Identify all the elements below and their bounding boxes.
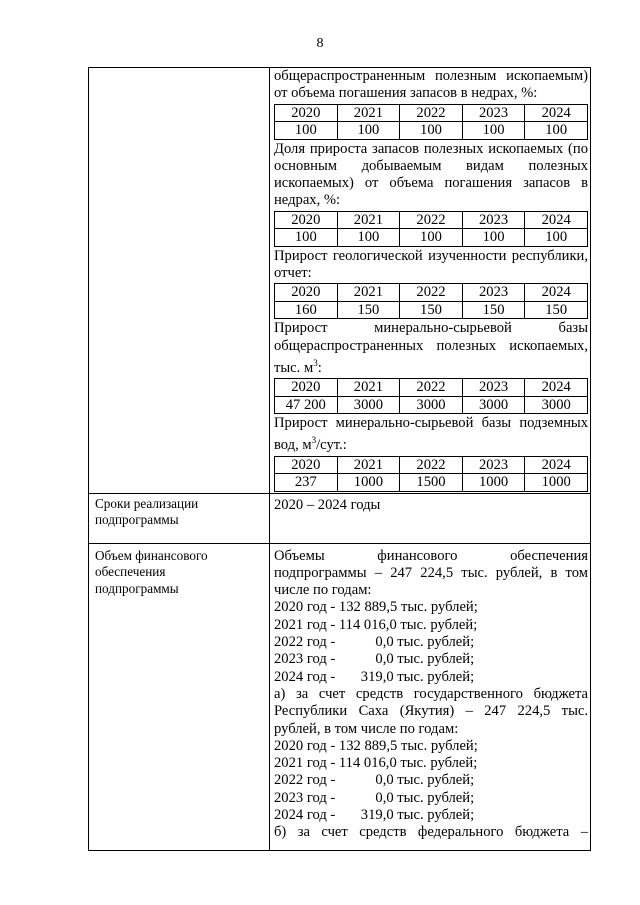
passport-table (88, 67, 591, 851)
year-cell: 2024 (525, 284, 588, 302)
funding-label-cell (89, 543, 270, 850)
value-cell: 100 (337, 122, 400, 140)
text-line: б) за счет средств федерального бюджета – (274, 824, 588, 841)
text-line: отчет: (274, 265, 312, 282)
year-table (274, 378, 588, 414)
label-line: подпрограммы (95, 512, 179, 528)
year-cell: 2020 (275, 379, 338, 397)
text-line (274, 432, 588, 454)
term-row (89, 493, 591, 543)
value-cell: 100 (337, 229, 400, 247)
year-amount-line: 2021 год - 114 016,0 тыс. рублей; (274, 616, 478, 633)
year-amount-line: 2021 год - 114 016,0 тыс. рублей; (274, 755, 478, 772)
value-cell: 100 (525, 229, 588, 247)
value-cell: 47 200 (275, 396, 338, 414)
term-value: 2020 – 2024 годы (274, 496, 381, 513)
funding-row (89, 543, 591, 850)
label-line: Сроки реализации (95, 495, 199, 511)
year-cell: 2021 (337, 211, 400, 229)
value-cell: 1000 (462, 474, 525, 492)
text-line: Доля прироста запасов полезных ископаемых (по (274, 140, 588, 157)
unit-superscript: 3 (313, 357, 318, 368)
label-line: Объем финансового (95, 547, 208, 563)
text-line: Прирост минерально-сырьевой базы подземных (274, 415, 588, 432)
text-line: а) за счет средств государственного бюджета (274, 685, 588, 702)
unit-superscript: 3 (311, 435, 317, 446)
value-cell: 3000 (525, 396, 588, 414)
year-cell: 2022 (400, 379, 463, 397)
value-cell: 150 (462, 301, 525, 319)
value-row (275, 474, 588, 492)
unit-suffix: /сут.: (316, 437, 347, 454)
term-value-cell (270, 493, 591, 543)
text-line: подпрограммы – 247 224,5 тыс. рублей, в том (274, 564, 588, 581)
value-cell: 160 (275, 301, 338, 319)
value-row (275, 122, 588, 140)
label-line: обеспечения (95, 564, 166, 580)
indicators-value-cell (270, 68, 591, 494)
value-cell: 1000 (525, 474, 588, 492)
year-cell: 2023 (462, 379, 525, 397)
year-cell: 2022 (400, 284, 463, 302)
text-line: от объема погашения запасов в недрах, %: (274, 85, 538, 102)
text-line: Республики Саха (Якутия) – 247 224,5 тыс. (274, 703, 588, 720)
year-amount-line: 2023 год - 0,0 тыс. рублей; (274, 789, 475, 806)
value-cell: 150 (525, 301, 588, 319)
year-header-row (275, 211, 588, 229)
year-header-row (275, 284, 588, 302)
text-line: основным добываемым видам полезных (274, 157, 588, 174)
year-table (274, 211, 588, 247)
value-row (275, 229, 588, 247)
year-amount-line: 2020 год - 132 889,5 тыс. рублей; (274, 737, 478, 754)
year-cell: 2023 (462, 104, 525, 122)
year-amount-line: 2023 год - 0,0 тыс. рублей; (274, 651, 475, 668)
year-cell: 2022 (400, 456, 463, 474)
year-cell: 2024 (525, 379, 588, 397)
value-cell: 3000 (400, 396, 463, 414)
value-cell: 3000 (337, 396, 400, 414)
value-cell: 100 (275, 122, 338, 140)
value-cell: 237 (275, 474, 338, 492)
value-cell: 100 (275, 229, 338, 247)
page-number: 8 (316, 36, 324, 51)
year-cell: 2023 (462, 456, 525, 474)
value-cell: 100 (462, 229, 525, 247)
year-cell: 2021 (337, 379, 400, 397)
unit-text: вод, м (274, 437, 312, 454)
year-header-row (275, 104, 588, 122)
text-line: недрах, %: (274, 192, 341, 209)
year-cell: 2021 (337, 104, 400, 122)
year-table (274, 456, 588, 492)
value-cell: 150 (400, 301, 463, 319)
year-cell: 2024 (525, 104, 588, 122)
year-header-row (275, 456, 588, 474)
year-cell: 2020 (275, 104, 338, 122)
unit-text: тыс. м (274, 359, 314, 376)
year-amount-line: 2024 год - 319,0 тыс. рублей; (274, 668, 475, 685)
indicators-row (89, 68, 591, 494)
text-line: общераспространенных полезных ископаемых, (274, 337, 588, 354)
indicators-label-cell (89, 68, 270, 494)
text-line: Прирост геологической изученности республики, (274, 247, 588, 264)
year-cell: 2024 (525, 211, 588, 229)
year-table (274, 283, 588, 319)
text-line: Прирост минерально-сырьевой базы (274, 320, 588, 337)
value-row (275, 301, 588, 319)
year-amount-line: 2020 год - 132 889,5 тыс. рублей; (274, 599, 478, 616)
year-amount-line: 2022 год - 0,0 тыс. рублей; (274, 634, 475, 651)
year-cell: 2022 (400, 104, 463, 122)
year-cell: 2021 (337, 284, 400, 302)
year-table (274, 104, 588, 140)
unit-colon: : (317, 359, 322, 376)
term-label-cell (89, 493, 270, 543)
year-cell: 2024 (525, 456, 588, 474)
value-cell: 100 (400, 229, 463, 247)
value-cell: 100 (400, 122, 463, 140)
year-cell: 2020 (275, 284, 338, 302)
text-line: общераспространенным полезным ископаемым) (274, 68, 588, 84)
year-cell: 2023 (462, 284, 525, 302)
value-cell: 150 (337, 301, 400, 319)
value-cell: 1000 (337, 474, 400, 492)
year-cell: 2020 (275, 211, 338, 229)
year-cell: 2020 (275, 456, 338, 474)
text-line: числе по годам: (274, 582, 372, 599)
text-line (274, 355, 588, 377)
year-amount-line: 2022 год - 0,0 тыс. рублей; (274, 772, 475, 789)
year-amount-line: 2024 год - 319,0 тыс. рублей; (274, 807, 475, 824)
year-cell: 2021 (337, 456, 400, 474)
text-line: ископаемых) от объема погашения запасов в (274, 175, 588, 192)
value-cell: 1500 (400, 474, 463, 492)
funding-value-cell (270, 543, 591, 850)
text-line: Объемы финансового обеспечения (274, 547, 588, 564)
text-line: рублей, в том числе по годам: (274, 720, 459, 737)
value-cell: 3000 (462, 396, 525, 414)
year-header-row (275, 379, 588, 397)
label-line: подпрограммы (95, 580, 179, 596)
year-cell: 2023 (462, 211, 525, 229)
value-cell: 100 (525, 122, 588, 140)
year-cell: 2022 (400, 211, 463, 229)
value-row (275, 396, 588, 414)
value-cell: 100 (462, 122, 525, 140)
